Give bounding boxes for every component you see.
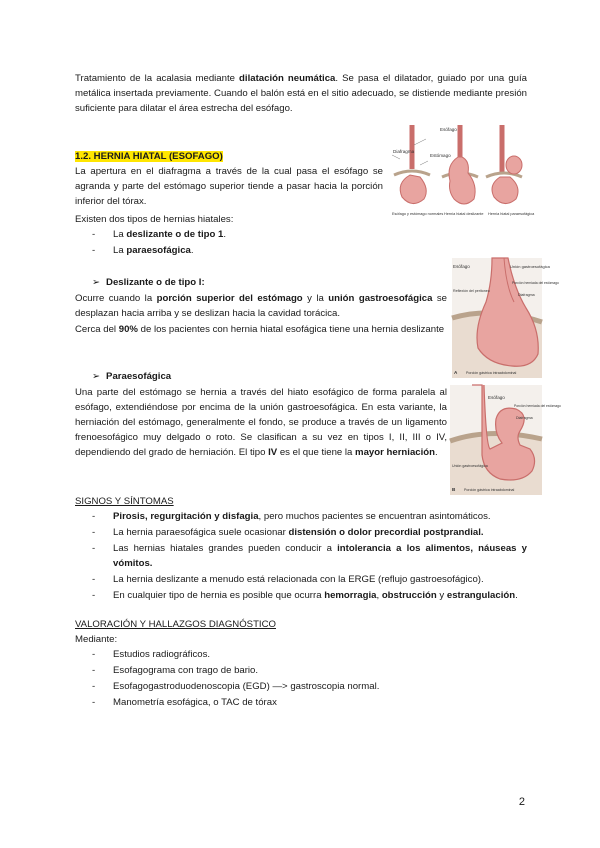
sliding-paragraph-1 xyxy=(75,291,447,321)
valoracion-list xyxy=(75,647,527,710)
fig3-label-herniada: Porción herniada del estómago xyxy=(514,404,561,408)
signo-bold: obstrucción xyxy=(381,590,437,601)
para-hernia-figure xyxy=(450,385,561,495)
fig2-label-porcion: Porción gástrica intraabdominal xyxy=(466,371,517,375)
hernia-description xyxy=(75,164,383,209)
fig2-label-reflexion: Reflexión del peritoneo xyxy=(453,289,490,293)
signo-text: . xyxy=(515,590,518,601)
fig3-label-diafragma: Diafragma xyxy=(516,416,533,420)
page-number: 2 xyxy=(518,796,525,808)
signos-title xyxy=(75,494,174,509)
signo-text: , pero muchos pacientes se encuentran asintomáticos. xyxy=(258,511,491,522)
list-item: - En cualquier tipo de hernia es posible que ocurra hemorragia, obstrucción y estrangulación. xyxy=(92,590,518,601)
list-item: - La hernia deslizante a menudo está relacionada con la ERGE (reflujo gastroesofágico). xyxy=(92,574,484,585)
valoracion-intro-text: Mediante: xyxy=(75,634,118,645)
signo-bold: hemorragia xyxy=(324,590,377,601)
valoracion-item-text: Manometría esofágica, o TAC de tórax xyxy=(113,697,277,708)
intro-text-post: . Se pasa el dilatador, guiado por una guía metálica insertada previamente. Cuando el balón está en el sitio adecuado, se distiende mediante presión suficiente para dilatar el área estrecha del esófago. xyxy=(75,73,527,114)
sliding-heading-text: Deslizante o de tipo I: xyxy=(106,277,205,288)
sliding-bold: unión gastroesofágica xyxy=(328,293,433,304)
signos-title-text: SIGNOS Y SÍNTOMAS xyxy=(75,496,174,507)
signo-bold: distensión o dolor precordial postprandial. xyxy=(288,527,484,538)
sliding-text: y la xyxy=(302,293,329,304)
fig2-letter: A xyxy=(454,370,458,375)
list-item: - Las hernias hiatales grandes pueden conducir a intolerancia a los alimentos, náuseas y vómitos. xyxy=(92,543,527,569)
valoracion-title xyxy=(75,617,276,632)
type-pre: La xyxy=(113,245,127,256)
list-item: - Esofagogastroduodenoscopia (EGD) —> gastroscopia normal. xyxy=(92,681,380,692)
hernia-types-figure xyxy=(390,125,535,223)
signo-text: La hernia paraesofágica suele ocasionar xyxy=(113,527,289,538)
intro-text-pre: Tratamiento de la acalasia mediante xyxy=(75,73,240,84)
type-post: . xyxy=(223,229,227,240)
signo-bold: intolerancia a los alimentos, náuseas y vómitos. xyxy=(113,543,527,569)
para-text: Una parte del estómago se hernia a través del hiato esofágico de forma paralela al esófago, extendiéndose por encima de la unión gastroesofágica. En esta variante, la herniación del estómago, generalmente el fondo, se produce a través de un ligamento frenoesofágico muy delgado o roto. Se clasifican a su vez en tipos I, II, III o IV, dependiendo del grado de herniación. El tipo xyxy=(75,387,447,458)
fig1-label-estomago: Estómago xyxy=(430,153,451,158)
valoracion-intro xyxy=(75,632,117,647)
signo-bold: estrangulación xyxy=(446,590,516,601)
type-bold: deslizante o de tipo 1 xyxy=(126,229,224,240)
fig1-label-esofago: Esófago xyxy=(440,127,457,132)
hernia-title-highlight: 1.2. HERNIA HIATAL (ESOFAGO) xyxy=(75,151,223,162)
list-item: - Estudios radiográficos. xyxy=(92,649,211,660)
signo-text: La hernia deslizante a menudo está relacionada con la ERGE (reflujo gastroesofágico). xyxy=(113,574,484,585)
list-item: - Esofagograma con trago de bario. xyxy=(92,665,259,676)
valoracion-item-text: Estudios radiográficos. xyxy=(113,649,211,660)
type-pre: La xyxy=(113,229,127,240)
fig3-label-union: Unión gastroesofágica xyxy=(452,464,488,468)
valoracion-title-text: VALORACIÓN Y HALLAZGOS DIAGNÓSTICO xyxy=(75,619,276,630)
fig3-label-esofago: Esófago xyxy=(488,395,505,400)
valoracion-item-text: Esofagogastroduodenoscopia (EGD) —> gastroscopia normal. xyxy=(113,681,380,692)
sliding-text: Ocurre cuando la xyxy=(75,293,157,304)
signo-text: Las hernias hiatales grandes pueden conducir a xyxy=(113,543,338,554)
list-item: - La deslizante o de tipo 1. xyxy=(92,229,227,240)
fig2-label-esofago: Esófago xyxy=(453,264,470,269)
hernia-types-intro xyxy=(75,212,233,227)
signo-text: y xyxy=(436,590,447,601)
signo-bold: Pirosis, regurgitación y disfagia xyxy=(113,511,259,522)
sliding-text: de los pacientes con hernia hiatal esofágica tiene una hernia deslizante xyxy=(137,324,445,335)
sliding-text: Cerca del xyxy=(75,324,119,335)
sliding-hernia-figure xyxy=(452,258,559,378)
arrow-icon: ➢ xyxy=(92,371,101,382)
fig1-caption-sliding: Hernia hiatal deslizante xyxy=(444,212,484,216)
fig2-label-diafragma: Diafragma xyxy=(518,293,535,297)
fig1-caption-normal: Esófago y estómago normales xyxy=(392,212,444,216)
hernia-desc-text: La apertura en el diafragma a través de la cual pasa el esófago se agranda y parte del estómago superior tiende a pasar hacia la porción inferior del tórax. xyxy=(75,166,383,207)
fig2-label-union: Unión gastroesofágica xyxy=(510,264,550,269)
valoracion-item-text: Esofagograma con trago de bario. xyxy=(113,665,259,676)
intro-bold: dilatación neumática xyxy=(239,73,336,84)
arrow-icon: ➢ xyxy=(92,277,101,288)
fig1-caption-para: Hernia hiatal paraesofágica xyxy=(488,212,535,216)
signo-text: , xyxy=(376,590,382,601)
hernia-section-title xyxy=(75,149,223,164)
sliding-bold: 90% xyxy=(118,324,138,335)
para-text: es el que tiene la xyxy=(277,447,356,458)
para-text: . xyxy=(435,447,438,458)
fig2-label-herniada: Porción herniada del estómago xyxy=(512,281,559,285)
sliding-bold: porción superior del estómago xyxy=(156,293,303,304)
type-bold: paraesofágica xyxy=(126,245,191,256)
signos-list xyxy=(75,509,527,603)
para-bold: mayor herniación xyxy=(355,447,436,458)
sliding-paragraph-2 xyxy=(75,322,447,337)
para-heading xyxy=(92,369,171,384)
types-intro-text: Existen dos tipos de hernias hiatales: xyxy=(75,214,234,225)
para-heading-text: Paraesofágica xyxy=(106,371,172,382)
list-item: - Manometría esofágica, o TAC de tórax xyxy=(92,697,277,708)
para-paragraph xyxy=(75,385,447,460)
list-item: - La hernia paraesofágica suele ocasionar distensión o dolor precordial postprandial. xyxy=(92,527,484,538)
hernia-types-list xyxy=(75,227,385,258)
intro-paragraph xyxy=(75,71,527,116)
fig1-label-diafragma: Diafragma xyxy=(393,149,415,154)
list-item: - Pirosis, regurgitación y disfagia, pero muchos pacientes se encuentran asintomáticos. xyxy=(92,511,491,522)
fig3-letter: B xyxy=(452,487,456,492)
type-post: . xyxy=(190,245,194,256)
sliding-text: se desplazan hacia arriba y se deslizan hacia la cavidad torácica. xyxy=(75,293,447,319)
fig3-label-porcion: Porción gástrica intraabdominal xyxy=(464,488,515,492)
para-bold: IV xyxy=(268,447,278,458)
sliding-heading xyxy=(92,275,205,290)
list-item: - La paraesofágica. xyxy=(92,245,194,256)
signo-text: En cualquier tipo de hernia es posible que ocurra xyxy=(113,590,325,601)
